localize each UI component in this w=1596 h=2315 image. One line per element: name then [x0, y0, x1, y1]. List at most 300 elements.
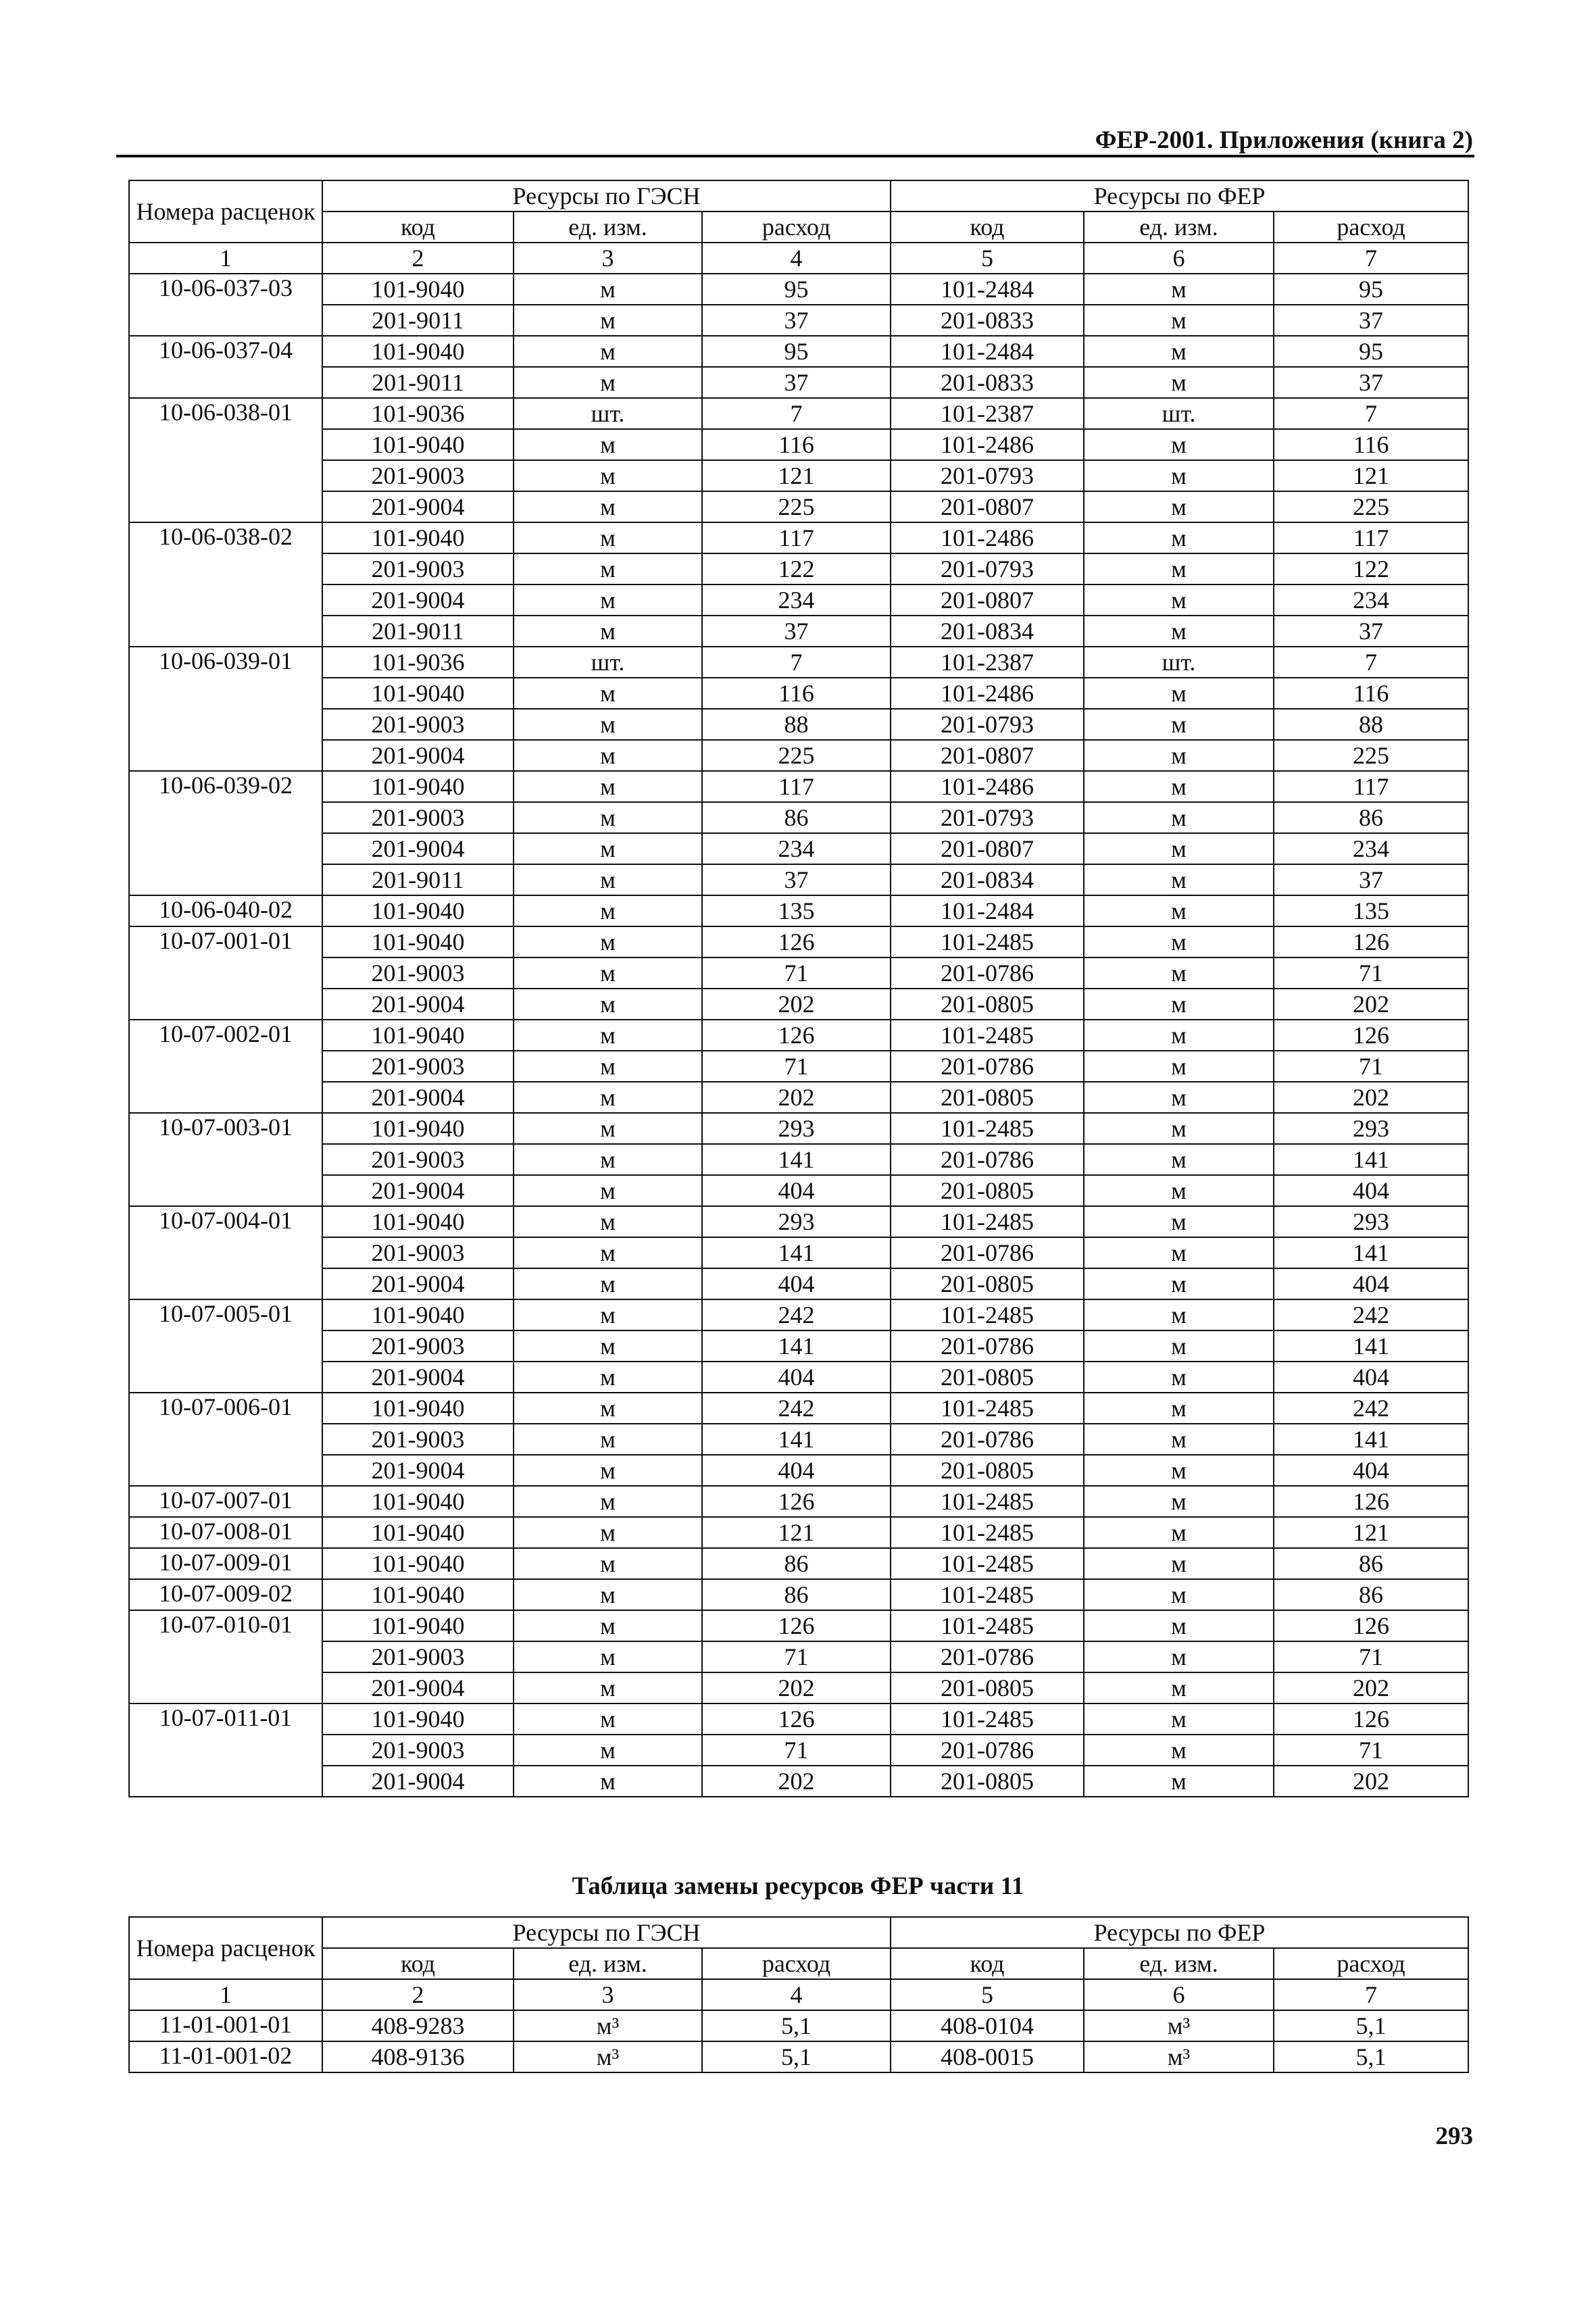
- fer-code: 101-2485: [891, 1703, 1084, 1735]
- column-number: 3: [514, 243, 702, 274]
- gesn-unit: м: [514, 367, 702, 398]
- column-number: 1: [129, 243, 322, 274]
- fer-code: 201-0807: [891, 740, 1084, 771]
- gesn-qty: 242: [702, 1393, 891, 1424]
- fer-code: 201-0793: [891, 553, 1084, 584]
- fer-unit: м³: [1084, 2010, 1274, 2041]
- fer-qty: 404: [1274, 1455, 1468, 1486]
- fer-code: 201-0786: [891, 1330, 1084, 1362]
- rate-number: 10-07-002-01: [129, 1020, 322, 1113]
- gesn-code: 101-9040: [322, 1206, 514, 1237]
- gesn-code: 201-9004: [322, 1455, 514, 1486]
- fer-qty: 234: [1274, 833, 1468, 864]
- gesn-unit: м: [514, 1393, 702, 1424]
- rate-number: 10-07-004-01: [129, 1206, 322, 1299]
- table-row: [129, 771, 1468, 802]
- fer-code: 201-0793: [891, 460, 1084, 491]
- fer-code: 201-0786: [891, 1237, 1084, 1268]
- rate-number: 10-07-003-01: [129, 1113, 322, 1206]
- gesn-qty: 141: [702, 1237, 891, 1268]
- fer-code: 101-2486: [891, 522, 1084, 553]
- fer-unit: м: [1084, 895, 1274, 926]
- resource-table-part-10: [128, 180, 1469, 1797]
- gesn-unit: м: [514, 1424, 702, 1455]
- subheader-gesn-code: код: [322, 1948, 514, 1979]
- fer-unit: м: [1084, 1299, 1274, 1330]
- gesn-code: 201-9003: [322, 1237, 514, 1268]
- gesn-unit: м: [514, 1051, 702, 1082]
- gesn-code: 201-9003: [322, 1641, 514, 1672]
- gesn-qty: 122: [702, 553, 891, 584]
- rate-number: 10-07-008-01: [129, 1517, 322, 1548]
- fer-qty: 242: [1274, 1299, 1468, 1330]
- gesn-unit: м: [514, 1610, 702, 1641]
- fer-unit: м: [1084, 1268, 1274, 1299]
- gesn-qty: 95: [702, 274, 891, 305]
- gesn-code: 101-9040: [322, 926, 514, 957]
- table-row: [129, 709, 1468, 740]
- gesn-qty: 135: [702, 895, 891, 926]
- fer-code: 201-0786: [891, 1735, 1084, 1766]
- fer-unit: м: [1084, 1641, 1274, 1672]
- fer-qty: 293: [1274, 1206, 1468, 1237]
- table-row: [129, 895, 1468, 926]
- gesn-code: 201-9011: [322, 305, 514, 336]
- fer-code: 101-2486: [891, 771, 1084, 802]
- fer-code: 201-0793: [891, 802, 1084, 833]
- fer-unit: м: [1084, 522, 1274, 553]
- gesn-code: 101-9040: [322, 1299, 514, 1330]
- subheader-fer-unit: ед. изм.: [1084, 211, 1274, 243]
- fer-unit: м: [1084, 1051, 1274, 1082]
- gesn-code: 101-9040: [322, 1486, 514, 1517]
- gesn-unit: м: [514, 616, 702, 647]
- table-row: [129, 1703, 1468, 1735]
- table-row: [129, 1299, 1468, 1330]
- rate-number: 10-07-011-01: [129, 1703, 322, 1797]
- fer-qty: 202: [1274, 989, 1468, 1020]
- gesn-qty: 202: [702, 1766, 891, 1797]
- gesn-unit: м: [514, 1766, 702, 1797]
- table-row: [129, 1641, 1468, 1672]
- gesn-code: 101-9040: [322, 1548, 514, 1579]
- fer-unit: м: [1084, 491, 1274, 522]
- fer-unit: м: [1084, 957, 1274, 989]
- gesn-code: 201-9004: [322, 740, 514, 771]
- gesn-code: 201-9003: [322, 709, 514, 740]
- gesn-code: 408-9136: [322, 2041, 514, 2072]
- fer-code: 408-0015: [891, 2041, 1084, 2072]
- gesn-unit: м: [514, 584, 702, 616]
- gesn-code: 201-9003: [322, 460, 514, 491]
- fer-code: 201-0786: [891, 1051, 1084, 1082]
- subheader-gesn-code: код: [322, 211, 514, 243]
- gesn-unit: шт.: [514, 398, 702, 429]
- gesn-qty: 404: [702, 1175, 891, 1206]
- fer-qty: 202: [1274, 1082, 1468, 1113]
- gesn-qty: 234: [702, 584, 891, 616]
- subheader-gesn-qty: расход: [702, 211, 891, 243]
- gesn-code: 201-9003: [322, 1330, 514, 1362]
- header-row: [129, 1917, 1468, 1948]
- fer-code: 201-0807: [891, 833, 1084, 864]
- gesn-unit: м³: [514, 2010, 702, 2041]
- table-row: [129, 1362, 1468, 1393]
- fer-code: 101-2485: [891, 1113, 1084, 1144]
- gesn-qty: 86: [702, 1579, 891, 1610]
- fer-code: 201-0834: [891, 616, 1084, 647]
- gesn-unit: м: [514, 1735, 702, 1766]
- gesn-code: 101-9040: [322, 1703, 514, 1735]
- gesn-qty: 234: [702, 833, 891, 864]
- gesn-qty: 7: [702, 647, 891, 678]
- fer-qty: 234: [1274, 584, 1468, 616]
- subheader-fer-unit: ед. изм.: [1084, 1948, 1274, 1979]
- fer-code: 101-2387: [891, 398, 1084, 429]
- running-header: ФЕР-2001. Приложения (книга 2): [1095, 126, 1473, 154]
- gesn-qty: 202: [702, 1672, 891, 1703]
- fer-qty: 5,1: [1274, 2010, 1468, 2041]
- gesn-qty: 37: [702, 864, 891, 895]
- gesn-unit: м: [514, 678, 702, 709]
- gesn-qty: 121: [702, 1517, 891, 1548]
- gesn-qty: 37: [702, 367, 891, 398]
- fer-unit: м: [1084, 274, 1274, 305]
- table-row: [129, 460, 1468, 491]
- gesn-code: 101-9040: [322, 1393, 514, 1424]
- gesn-qty: 116: [702, 429, 891, 460]
- table-row: [129, 584, 1468, 616]
- table-row: [129, 1237, 1468, 1268]
- gesn-code: 201-9003: [322, 802, 514, 833]
- gesn-code: 201-9003: [322, 957, 514, 989]
- fer-code: 101-2484: [891, 895, 1084, 926]
- gesn-qty: 71: [702, 1735, 891, 1766]
- fer-code: 101-2484: [891, 336, 1084, 367]
- fer-qty: 121: [1274, 1517, 1468, 1548]
- fer-code: 201-0805: [891, 989, 1084, 1020]
- gesn-qty: 225: [702, 740, 891, 771]
- table-row: [129, 647, 1468, 678]
- table-row: [129, 1051, 1468, 1082]
- table-row: [129, 367, 1468, 398]
- gesn-unit: м: [514, 989, 702, 1020]
- gesn-qty: 404: [702, 1362, 891, 1393]
- gesn-unit: м: [514, 1175, 702, 1206]
- table-row: [129, 305, 1468, 336]
- gesn-code: 201-9004: [322, 1766, 514, 1797]
- fer-qty: 225: [1274, 491, 1468, 522]
- fer-unit: м: [1084, 1424, 1274, 1455]
- fer-qty: 126: [1274, 1610, 1468, 1641]
- fer-unit: м: [1084, 833, 1274, 864]
- column-number-row: [129, 243, 1468, 274]
- table-row: [129, 1610, 1468, 1641]
- gesn-code: 201-9004: [322, 1672, 514, 1703]
- gesn-code: 201-9011: [322, 864, 514, 895]
- fer-unit: м: [1084, 584, 1274, 616]
- fer-code: 201-0786: [891, 1424, 1084, 1455]
- fer-unit: шт.: [1084, 398, 1274, 429]
- fer-code: 101-2485: [891, 1610, 1084, 1641]
- column-number: 4: [702, 243, 891, 274]
- fer-qty: 95: [1274, 336, 1468, 367]
- gesn-code: 201-9004: [322, 1268, 514, 1299]
- gesn-qty: 71: [702, 1051, 891, 1082]
- gesn-unit: м: [514, 336, 702, 367]
- table-row: [129, 833, 1468, 864]
- gesn-qty: 202: [702, 989, 891, 1020]
- fer-qty: 7: [1274, 398, 1468, 429]
- fer-qty: 404: [1274, 1362, 1468, 1393]
- fer-unit: м: [1084, 678, 1274, 709]
- rate-number: 11-01-001-02: [129, 2041, 322, 2072]
- column-number: 6: [1084, 1979, 1274, 2010]
- gesn-unit: м³: [514, 2041, 702, 2072]
- table-row: [129, 274, 1468, 305]
- table-row: [129, 1082, 1468, 1113]
- gesn-code: 201-9003: [322, 1144, 514, 1175]
- fer-qty: 37: [1274, 305, 1468, 336]
- table-row: [129, 1486, 1468, 1517]
- fer-code: 101-2485: [891, 1517, 1084, 1548]
- fer-unit: м: [1084, 1020, 1274, 1051]
- gesn-code: 201-9004: [322, 584, 514, 616]
- gesn-code: 201-9004: [322, 1175, 514, 1206]
- table-row: [129, 1517, 1468, 1548]
- subheader-fer-code: код: [891, 211, 1084, 243]
- fer-code: 101-2486: [891, 429, 1084, 460]
- table-row: [129, 2010, 1468, 2041]
- gesn-unit: м: [514, 740, 702, 771]
- table-row: [129, 926, 1468, 957]
- gesn-qty: 86: [702, 802, 891, 833]
- header-gesn-resources: Ресурсы по ГЭСН: [322, 180, 891, 211]
- fer-unit: м: [1084, 1455, 1274, 1486]
- rate-number: 10-06-039-01: [129, 647, 322, 771]
- gesn-qty: 71: [702, 1641, 891, 1672]
- table-row: [129, 1206, 1468, 1237]
- fer-code: 101-2485: [891, 1579, 1084, 1610]
- gesn-qty: 37: [702, 305, 891, 336]
- header-rate-numbers: Номера расценок: [129, 180, 322, 243]
- gesn-unit: м: [514, 460, 702, 491]
- gesn-code: 101-9040: [322, 274, 514, 305]
- fer-unit: м: [1084, 771, 1274, 802]
- gesn-code: 101-9040: [322, 1579, 514, 1610]
- fer-code: 201-0805: [891, 1766, 1084, 1797]
- table-row: [129, 678, 1468, 709]
- gesn-code: 201-9003: [322, 1735, 514, 1766]
- fer-unit: м: [1084, 1206, 1274, 1237]
- gesn-qty: 95: [702, 336, 891, 367]
- column-number: 2: [322, 243, 514, 274]
- table-row: [129, 1548, 1468, 1579]
- gesn-unit: м: [514, 1082, 702, 1113]
- column-number: 2: [322, 1979, 514, 2010]
- table-title-part-11: Таблица замены ресурсов ФЕР части 11: [572, 1872, 1024, 1900]
- gesn-qty: 293: [702, 1113, 891, 1144]
- fer-unit: м: [1084, 616, 1274, 647]
- fer-qty: 117: [1274, 522, 1468, 553]
- gesn-code: 201-9011: [322, 367, 514, 398]
- gesn-qty: 202: [702, 1082, 891, 1113]
- rate-number: 10-06-040-02: [129, 895, 322, 926]
- fer-qty: 117: [1274, 771, 1468, 802]
- fer-unit: м: [1084, 1610, 1274, 1641]
- rate-number: 11-01-001-01: [129, 2010, 322, 2041]
- gesn-unit: м: [514, 1362, 702, 1393]
- gesn-unit: м: [514, 1455, 702, 1486]
- gesn-qty: 141: [702, 1330, 891, 1362]
- fer-code: 201-0807: [891, 491, 1084, 522]
- fer-qty: 202: [1274, 1766, 1468, 1797]
- table-row: [129, 491, 1468, 522]
- gesn-qty: 88: [702, 709, 891, 740]
- header-fer-resources: Ресурсы по ФЕР: [891, 180, 1468, 211]
- fer-code: 201-0834: [891, 864, 1084, 895]
- gesn-unit: м: [514, 1579, 702, 1610]
- gesn-qty: 71: [702, 957, 891, 989]
- gesn-unit: м: [514, 1672, 702, 1703]
- table-row: [129, 429, 1468, 460]
- column-number: 7: [1274, 1979, 1468, 2010]
- table-row: [129, 989, 1468, 1020]
- fer-qty: 135: [1274, 895, 1468, 926]
- table-row: [129, 1579, 1468, 1610]
- gesn-qty: 242: [702, 1299, 891, 1330]
- fer-qty: 141: [1274, 1330, 1468, 1362]
- fer-qty: 293: [1274, 1113, 1468, 1144]
- table-row: [129, 522, 1468, 553]
- table-row: [129, 1175, 1468, 1206]
- gesn-unit: м: [514, 429, 702, 460]
- fer-unit: шт.: [1084, 647, 1274, 678]
- fer-unit: м: [1084, 802, 1274, 833]
- fer-unit: м: [1084, 1362, 1274, 1393]
- fer-code: 408-0104: [891, 2010, 1084, 2041]
- gesn-qty: 37: [702, 616, 891, 647]
- fer-code: 201-0805: [891, 1175, 1084, 1206]
- gesn-unit: м: [514, 1703, 702, 1735]
- gesn-code: 101-9040: [322, 1517, 514, 1548]
- gesn-code: 101-9040: [322, 336, 514, 367]
- fer-qty: 116: [1274, 678, 1468, 709]
- fer-unit: м: [1084, 1579, 1274, 1610]
- fer-unit: м: [1084, 926, 1274, 957]
- fer-qty: 126: [1274, 1020, 1468, 1051]
- fer-unit: м: [1084, 1517, 1274, 1548]
- fer-code: 101-2485: [891, 1393, 1084, 1424]
- subheader-fer-code: код: [891, 1948, 1084, 1979]
- fer-unit: м: [1084, 336, 1274, 367]
- gesn-unit: м: [514, 274, 702, 305]
- gesn-unit: м: [514, 1113, 702, 1144]
- fer-qty: 95: [1274, 274, 1468, 305]
- header-gesn-resources: Ресурсы по ГЭСН: [322, 1917, 891, 1948]
- gesn-code: 101-9040: [322, 522, 514, 553]
- fer-unit: м³: [1084, 2041, 1274, 2072]
- table-row: [129, 336, 1468, 367]
- gesn-unit: м: [514, 522, 702, 553]
- column-number: 5: [891, 243, 1084, 274]
- column-number: 5: [891, 1979, 1084, 2010]
- column-number-row: [129, 1979, 1468, 2010]
- gesn-unit: м: [514, 1486, 702, 1517]
- table-row: [129, 2041, 1468, 2072]
- gesn-unit: м: [514, 1548, 702, 1579]
- fer-qty: 225: [1274, 740, 1468, 771]
- header-rule: [116, 155, 1474, 157]
- subheader-gesn-unit: ед. изм.: [514, 1948, 702, 1979]
- gesn-qty: 225: [702, 491, 891, 522]
- gesn-qty: 126: [702, 1486, 891, 1517]
- gesn-unit: м: [514, 1641, 702, 1672]
- fer-qty: 5,1: [1274, 2041, 1468, 2072]
- fer-qty: 88: [1274, 709, 1468, 740]
- fer-unit: м: [1084, 1330, 1274, 1362]
- rate-number: 10-06-037-04: [129, 336, 322, 398]
- table-row: [129, 1766, 1468, 1797]
- table-row: [129, 1735, 1468, 1766]
- fer-unit: м: [1084, 367, 1274, 398]
- fer-qty: 71: [1274, 1735, 1468, 1766]
- gesn-qty: 126: [702, 1610, 891, 1641]
- gesn-code: 201-9004: [322, 833, 514, 864]
- gesn-qty: 404: [702, 1455, 891, 1486]
- fer-qty: 7: [1274, 647, 1468, 678]
- gesn-qty: 5,1: [702, 2041, 891, 2072]
- gesn-unit: м: [514, 895, 702, 926]
- fer-unit: м: [1084, 1393, 1274, 1424]
- fer-unit: м: [1084, 460, 1274, 491]
- fer-qty: 126: [1274, 1486, 1468, 1517]
- rate-number: 10-07-009-01: [129, 1548, 322, 1579]
- fer-qty: 126: [1274, 926, 1468, 957]
- fer-unit: м: [1084, 429, 1274, 460]
- gesn-qty: 141: [702, 1424, 891, 1455]
- fer-code: 201-0833: [891, 305, 1084, 336]
- subheader-fer-qty: расход: [1274, 211, 1468, 243]
- gesn-unit: м: [514, 1206, 702, 1237]
- fer-qty: 116: [1274, 429, 1468, 460]
- subheader-fer-qty: расход: [1274, 1948, 1468, 1979]
- gesn-unit: м: [514, 957, 702, 989]
- fer-unit: м: [1084, 989, 1274, 1020]
- fer-qty: 86: [1274, 1579, 1468, 1610]
- fer-qty: 242: [1274, 1393, 1468, 1424]
- fer-code: 101-2485: [891, 1486, 1084, 1517]
- fer-code: 201-0786: [891, 957, 1084, 989]
- gesn-unit: м: [514, 1020, 702, 1051]
- gesn-unit: м: [514, 926, 702, 957]
- gesn-qty: 86: [702, 1548, 891, 1579]
- rate-number: 10-07-007-01: [129, 1486, 322, 1517]
- fer-unit: м: [1084, 1175, 1274, 1206]
- table-row: [129, 1424, 1468, 1455]
- gesn-qty: 126: [702, 1703, 891, 1735]
- table-row: [129, 957, 1468, 989]
- gesn-unit: м: [514, 1299, 702, 1330]
- fer-code: 101-2484: [891, 274, 1084, 305]
- gesn-unit: м: [514, 553, 702, 584]
- gesn-qty: 117: [702, 771, 891, 802]
- gesn-code: 101-9040: [322, 771, 514, 802]
- gesn-unit: м: [514, 1237, 702, 1268]
- fer-qty: 141: [1274, 1144, 1468, 1175]
- fer-qty: 37: [1274, 367, 1468, 398]
- rate-number: 10-07-001-01: [129, 926, 322, 1020]
